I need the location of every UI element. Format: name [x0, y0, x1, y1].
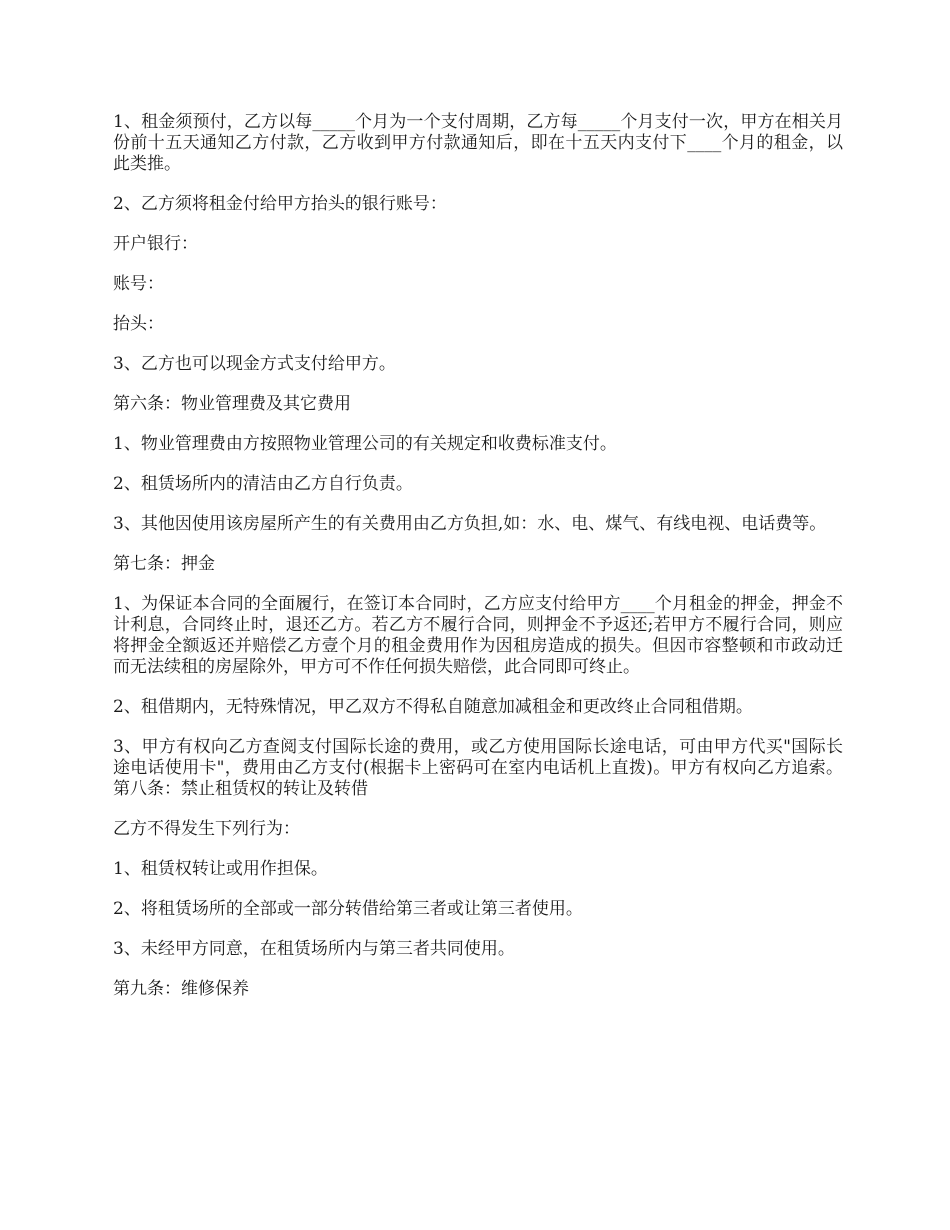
- article-9-heading: 第九条：维修保养: [113, 979, 249, 999]
- clause-no-sublet: 2、将租赁场所的全部或一部分转借给第三者或让第三者使用。: [113, 899, 583, 919]
- clause-cash-payment: 3、乙方也可以现金方式支付给甲方。: [113, 354, 396, 374]
- clause-no-transfer: 1、租赁权转让或用作担保。: [113, 859, 328, 879]
- clause-prohibited-acts-intro: 乙方不得发生下列行为：: [113, 819, 300, 839]
- clause-bank-account: 2、乙方须将租金付给甲方抬头的银行账号：: [113, 194, 447, 214]
- clause-rent-prepayment: 1、租金须预付，乙方以每_____个月为一个支付周期，乙方每_____个月支付一次，甲方在相关月份前十五天通知乙方付款，乙方收到甲方付款通知后，即在十五天内支付下____个月的租金，以此类推。: [113, 112, 843, 174]
- clause-rent-adjustment: 2、租借期内，无特殊情况，甲乙双方不得私自随意加减租金和更改终止合同租借期。: [113, 697, 753, 717]
- article-6-heading: 第六条：物业管理费及其它费用: [113, 394, 351, 414]
- clause-international-calls: 3、甲方有权向乙方查阅支付国际长途的费用，或乙方使用国际长途电话，可由甲方代买"国际长途电话使用卡"，费用由乙方支付(根据卡上密码可在室内电话机上直拨)。甲方有权向乙方追索。第八条：禁止租赁权的转让及转借: [113, 737, 843, 799]
- article-7-heading: 第七条：押金: [113, 554, 215, 574]
- clause-property-fee: 1、物业管理费由方按照物业管理公司的有关规定和收费标准支付。: [113, 434, 617, 454]
- field-account-number: 账号：: [113, 274, 164, 294]
- clause-no-shared-use: 3、未经甲方同意，在租赁场所内与第三者共同使用。: [113, 939, 515, 959]
- field-bank-name: 开户银行：: [113, 234, 198, 254]
- field-account-title: 抬头：: [113, 314, 164, 334]
- document-page: [113, 112, 843, 1019]
- clause-deposit: 1、为保证本合同的全面履行，在签订本合同时，乙方应支付给甲方____个月租金的押金，押金不计利息，合同终止时，退还乙方。若乙方不履行合同，则押金不予返还;若甲方不履行合同，则应将押金全额返还并赔偿乙方壹个月的租金费用作为因租房造成的损失。但因市容整顿和市政动迁而无法续租的房屋除外，甲方可不作任何损失赔偿，此合同即可终止。: [113, 594, 843, 677]
- clause-other-fees: 3、其他因使用该房屋所产生的有关费用由乙方负担,如：水、电、煤气、有线电视、电话费等。: [113, 514, 827, 534]
- clause-cleaning: 2、租赁场所内的清洁由乙方自行负责。: [113, 474, 413, 494]
